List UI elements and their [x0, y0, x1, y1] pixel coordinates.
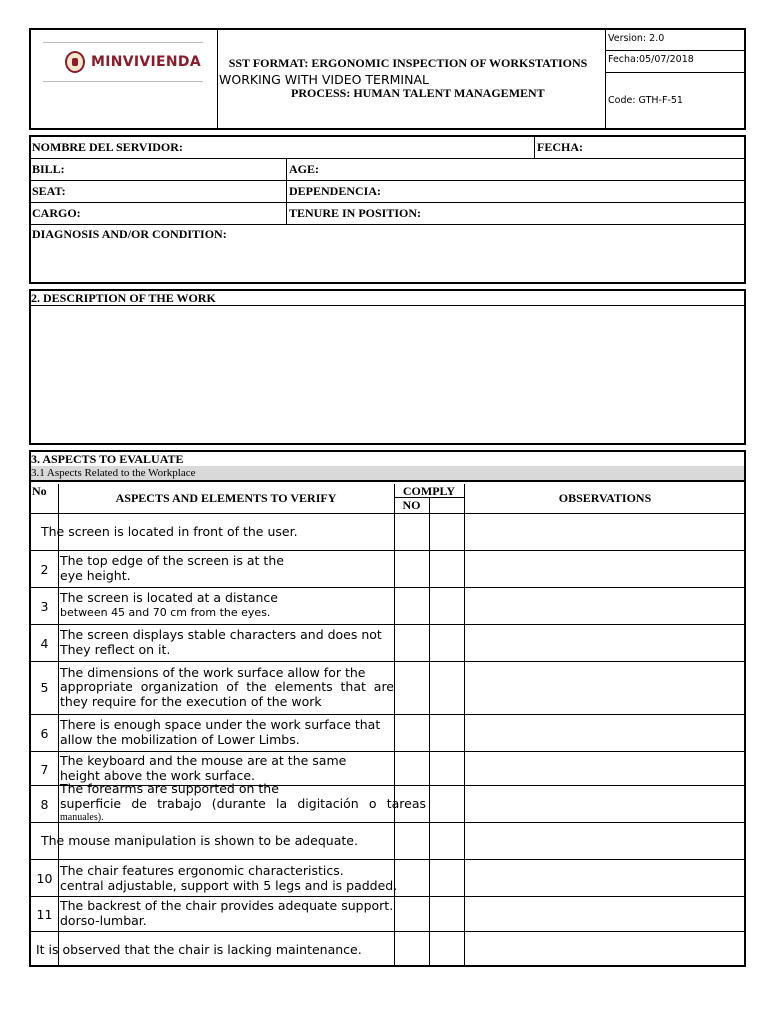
aspect-text: The screen is located in front of the user.	[41, 524, 298, 539]
comply-no-cell[interactable]	[430, 786, 464, 822]
observation-cell[interactable]	[465, 662, 746, 714]
comply-yes-cell[interactable]	[395, 860, 429, 896]
observation-cell[interactable]	[465, 932, 746, 967]
items-list	[31, 514, 744, 967]
observation-cell[interactable]	[465, 786, 746, 822]
divider	[429, 498, 430, 514]
logo	[43, 42, 203, 82]
info-row	[31, 137, 744, 159]
aspect-text: There is enough space under the work surface that	[60, 717, 381, 732]
comply-no-cell[interactable]	[430, 932, 464, 967]
aspect-text: The forearms are supported on the	[60, 781, 279, 796]
form-title: SST FORMAT: ERGONOMIC INSPECTION OF WORKSTATIONS	[228, 56, 588, 70]
bill-label: BILL:	[32, 162, 65, 176]
aspect-text: It is observed that the chair is lacking maintenance.	[36, 942, 362, 957]
observation-cell[interactable]	[465, 897, 746, 931]
observation-cell[interactable]	[465, 823, 746, 859]
table-row	[31, 932, 744, 967]
comply-no-cell[interactable]	[430, 588, 464, 624]
observation-cell[interactable]	[465, 625, 746, 661]
age-label: AGE:	[289, 162, 319, 176]
comply-no-cell[interactable]	[430, 662, 464, 714]
table-row	[31, 715, 744, 752]
info-row	[31, 203, 744, 225]
aspect-text: The chair features ergonomic characteristics.	[60, 863, 344, 878]
aspects-subheading: 3.1 Aspects Related to the Workplace	[31, 466, 744, 482]
aspect-text: The screen displays stable characters and does not	[60, 627, 382, 642]
form-process: PROCESS: HUMAN TALENT MANAGEMENT	[291, 86, 545, 100]
comply-yes-cell[interactable]	[395, 786, 429, 822]
row-number: 2	[40, 562, 49, 577]
date-field-label: FECHA:	[537, 140, 583, 154]
aspect-text: dorso-lumbar.	[60, 913, 147, 928]
aspect-text: The keyboard and the mouse are at the same	[60, 753, 347, 768]
col-observations-header: OBSERVATIONS	[558, 491, 652, 505]
aspect-text: central adjustable, support with 5 legs and is padded.	[60, 878, 398, 893]
dependency-label: DEPENDENCIA:	[289, 184, 382, 198]
col-aspects-header: ASPECTS AND ELEMENTS TO VERIFY	[115, 491, 337, 505]
info-row	[31, 159, 744, 181]
aspect-text: between 45 and 70 cm from the eyes.	[60, 606, 271, 619]
aspect-text: height above the work surface.	[60, 768, 256, 783]
aspect-text: The dimensions of the work surface allow for the	[60, 665, 366, 680]
info-row	[31, 181, 744, 203]
observation-cell[interactable]	[465, 551, 746, 587]
aspects-table	[29, 450, 746, 967]
row-number: 7	[40, 762, 49, 777]
aspect-text: allow the mobilization of Lower Limbs.	[60, 732, 300, 747]
coat-of-arms-icon	[65, 51, 85, 73]
form-header	[29, 28, 746, 130]
column-header-row	[31, 484, 744, 514]
comply-no-cell[interactable]	[430, 625, 464, 661]
comply-no-cell[interactable]	[430, 860, 464, 896]
row-number: 11	[36, 907, 53, 922]
row-number: 6	[40, 726, 49, 741]
employee-info-table	[29, 135, 746, 284]
aspect-text: superficie de trabajo (durante la digitación o tareas	[60, 796, 426, 811]
comply-no-cell[interactable]	[430, 823, 464, 859]
comply-yes-cell[interactable]	[395, 823, 429, 859]
code-label: Code: GTH-F-51	[608, 95, 683, 106]
table-row	[31, 662, 744, 715]
table-row	[31, 860, 744, 897]
row-number: 8	[40, 797, 49, 812]
observation-cell[interactable]	[465, 588, 746, 624]
seat-label: SEAT:	[32, 184, 66, 198]
comply-no-cell[interactable]	[430, 897, 464, 931]
col-comply-no-header: NO	[402, 498, 421, 512]
aspect-text: The mouse manipulation is shown to be adequate.	[41, 833, 358, 848]
aspect-text: manuales).	[60, 812, 104, 823]
aspects-heading: 3. ASPECTS TO EVALUATE	[31, 452, 184, 466]
comply-yes-cell[interactable]	[395, 897, 429, 931]
row-number: 3	[40, 599, 49, 614]
comply-no-cell[interactable]	[430, 551, 464, 587]
meta-cell	[605, 30, 746, 128]
aspect-text: The top edge of the screen is at the	[60, 553, 284, 568]
col-no-header: No	[32, 484, 47, 498]
comply-yes-cell[interactable]	[395, 551, 429, 587]
table-row	[31, 897, 744, 932]
form-subtitle: WORKING WITH VIDEO TERMINAL	[219, 72, 429, 87]
aspect-text: The screen is located at a distance	[60, 590, 278, 605]
position-label: CARGO:	[32, 206, 81, 220]
logo-text: MINVIVIENDA	[91, 54, 201, 70]
observation-cell[interactable]	[465, 860, 746, 896]
col-comply-header: COMPLY	[394, 484, 464, 498]
server-name-label: NOMBRE DEL SERVIDOR:	[32, 140, 183, 154]
row-number: 4	[40, 636, 49, 651]
work-description-section	[29, 289, 746, 445]
comply-no-cell[interactable]	[430, 752, 464, 785]
aspect-text: eye height.	[60, 568, 131, 583]
comply-yes-cell[interactable]	[395, 932, 429, 967]
divider	[534, 137, 535, 158]
divider	[286, 159, 287, 180]
comply-yes-cell[interactable]	[395, 588, 429, 624]
tenure-label: TENURE IN POSITION:	[289, 206, 422, 220]
table-row	[31, 823, 744, 860]
version-label: Version: 2.0	[606, 30, 746, 51]
divider	[286, 181, 287, 202]
comply-yes-cell[interactable]	[395, 662, 429, 714]
comply-no-cell[interactable]	[430, 715, 464, 751]
diagnosis-label: DIAGNOSIS AND/OR CONDITION:	[32, 227, 227, 241]
comply-no-cell[interactable]	[430, 514, 464, 550]
comply-yes-cell[interactable]	[395, 514, 429, 550]
aspect-text: appropriate organization of the elements that are	[60, 679, 394, 694]
logo-cell	[31, 30, 218, 128]
row-number: 5	[40, 680, 49, 695]
comply-yes-cell[interactable]	[395, 625, 429, 661]
observation-cell[interactable]	[465, 715, 746, 751]
table-row	[31, 625, 744, 662]
divider	[286, 203, 287, 224]
table-row	[31, 514, 744, 551]
table-row	[31, 781, 744, 823]
aspect-text: they require for the execution of the work	[60, 694, 322, 709]
comply-yes-cell[interactable]	[395, 752, 429, 785]
aspect-text: The backrest of the chair provides adequate support.	[60, 898, 394, 913]
observation-cell[interactable]	[465, 752, 746, 785]
observation-cell[interactable]	[465, 514, 746, 550]
aspect-text: They reflect on it.	[60, 642, 171, 657]
table-row	[31, 551, 744, 588]
comply-yes-cell[interactable]	[395, 715, 429, 751]
date-label: Fecha:05/07/2018	[606, 51, 746, 73]
description-heading: 2. DESCRIPTION OF THE WORK	[31, 291, 744, 306]
table-row	[31, 588, 744, 625]
row-number: 10	[36, 871, 53, 886]
